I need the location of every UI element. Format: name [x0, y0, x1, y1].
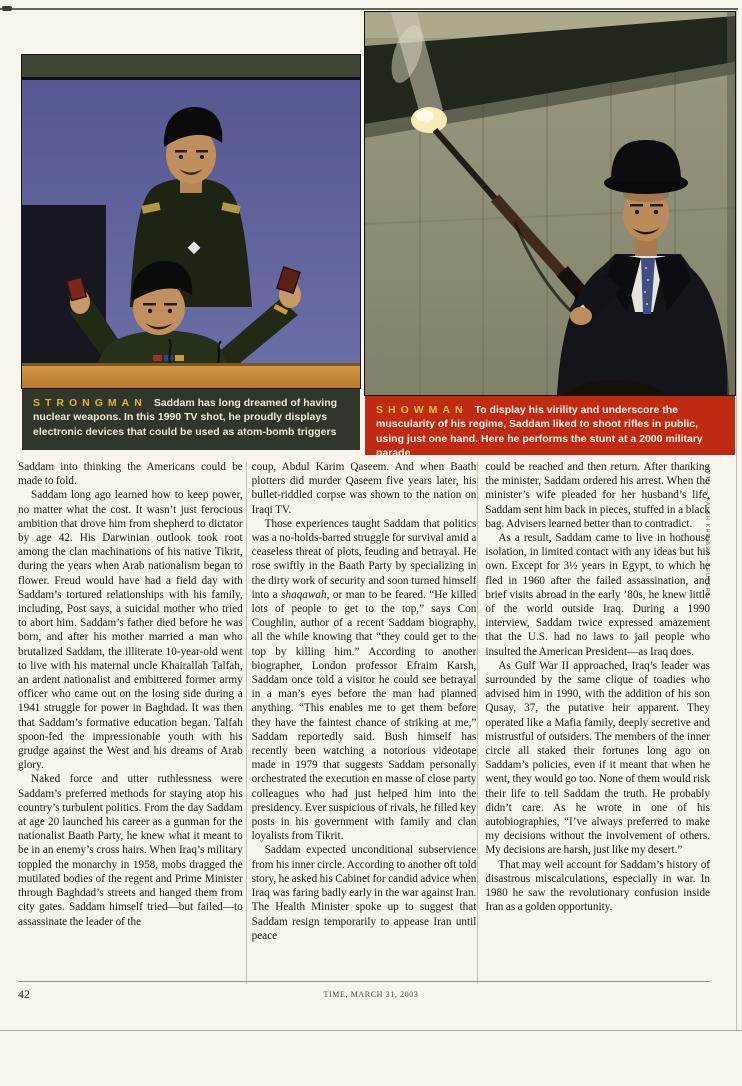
strongman-caption — [22, 388, 360, 450]
showman-caption — [365, 395, 735, 459]
column-rule — [477, 462, 478, 984]
podium-desk — [22, 363, 360, 388]
page-number: 42 — [18, 987, 30, 1001]
microphone-cable — [169, 339, 171, 363]
showman-caption-label: SHOWMAN — [376, 404, 468, 416]
article-paragraph: As a result, Saddam came to live in hothouse isolation, in limited contact with any ideas but his own. Except for 3½ years in Egypt, to which he fled in 1960 after the failed assassination, and brief visits abroad in the early ’80s, he knew little of the world outside Iraq. During a 1990 interview, Saddam twice expressed amazement that the U.S. had no laws to jail people who insulted the American President—as Iraq does. — [485, 532, 711, 658]
showman-caption-text: To display his virility and underscore the muscularity of his regime, Saddam liked to shoot rifles in public, using just one hand. Here he performs the stunt at a 2000 military parade — [376, 404, 703, 459]
article-paragraph: Saddam expected unconditional subservience from his inner circle. According to another oft told story, he asked his Cabinet for candid advice when Iraq was faring badly early in the war against Iran. The Health Minister spoke up to suggest that Saddam resign temporarily to appease Iran until peace — [251, 844, 477, 942]
strongman-photo — [22, 55, 360, 450]
article-body — [18, 460, 710, 987]
article-paragraph: Naked force and utter ruthlessness were Saddam’s preferred methods for staying atop his country’s turbulent politics. From the day Saddam at age 20 launched his career as a gunman for the nationalist Baath Party, he knew what it meant to be in an enemy’s cross hairs. When Iraq’s military toppled the monarchy in 1958, mobs dragged the mutilated bodies of the regent and Prime Minister through Baghdad’s streets and hanged them from city gates. Saddam himself tried—but failed—to assassinate the leader of the — [18, 773, 243, 928]
dark-panel — [22, 205, 106, 373]
page-bottom-edge — [0, 1030, 742, 1031]
strongman-photo-image — [22, 55, 360, 388]
page-right-edge — [736, 10, 737, 1030]
article-column-1 — [18, 460, 243, 987]
strongman-caption-label: STRONGMAN — [33, 397, 147, 409]
photo-credit: APTN — FALEH KHEIBER—REUTERS — [704, 466, 710, 598]
top-band — [22, 55, 360, 77]
page-top-edge — [0, 8, 738, 10]
showman-photo — [365, 12, 735, 459]
showman-photo-image — [365, 12, 735, 395]
issue-line: TIME, MARCH 31, 2003 — [323, 990, 419, 999]
article-column-2 — [252, 460, 477, 987]
strongman-caption-text: Saddam has long dreamed of having nuclear weapons. In this 1990 TV shot, he proudly displays electronic devices that could be used as atom-bomb triggers — [33, 397, 338, 438]
footer-rule — [18, 981, 710, 982]
article-column-3 — [485, 460, 710, 987]
article-paragraph: That may well account for Saddam’s history of disastrous miscalculations, especially in war. In 1980 he saw the revolutionary confusion inside Iran as a golden opportunity. — [485, 858, 711, 914]
article-paragraph: could be reached and then return. After thanking the minister, Saddam ordered his arrest. When the minister’s wife pleaded for her husband’s life, Saddam sent him back in pieces, stuffed in a black bag. Advisers learned better than to contradict. — [485, 461, 711, 530]
shooting-hand — [570, 307, 592, 325]
article-paragraph: As Gulf War II approached, Iraq’s leader was surrounded by the same clique of toadies who advised him in 1990, with the addition of his son Qusay, 37, the putative heir apparent. They operated like a Mafia family, deeply secretive and mistrustful of outsiders. The members of the inner circle all staked their fortunes long ago on Saddam’s policies, even if it meant that when he went, they would go too. None of them would risk their life to tell Saddam the truth. He probably didn’t care. As he wrote in one of his autobiographies, “I’ve always preferred to make my decisions without the involvement of others. My decisions are harsh, just like my desert.” — [485, 659, 711, 857]
article-paragraph: Those experiences taught Saddam that politics was a no-holds-barred struggle for survival amid a ceaseless threat of plots, feuding and betrayal. He rose swiftly in the Baath Party by specializing in the dirty work of security and soon turned himself into a shaqawah, or man to be feared. “He killed lots of people to get to the top,” says Con Coughlin, author of a recent Saddam biography, all the while knowing that “they could get to the top by killing him.” According to another biographer, London professor Efraim Karsh, Saddam once told a visitor he could see betrayal in a man’s eyes before the man had planned anything. “This enables me to get them before they have the faintest chance of striking at me,” Saddam reportedly said. Bush himself has recently been watching a notorious videotape made in 1979 that suggests Saddam personally orchestrated the execution en masse of close party colleagues who had just helped him into the presidency. Ever suspicious of rivals, he filled key posts in his government with family and clan loyalists from Tikrit. — [251, 517, 477, 843]
article-paragraph: Saddam long ago learned how to keep power, no matter what the cost. It wasn’t just ferocious ambition that drove him from shepherd to dictator by age 42. His Darwinian outlook took root among the clan machinations of his native Tikrit, during the years when Arab nationalism began to flower. Freud would have had a field day with Saddam’s tortured relationships with his family, including, Post says, a suicidal mother who tried to abort him. Saddam’s father died before he was born, and after his mother married a man who brutalized Saddam, the illiterate 10-year-old went to live with his maternal uncle Khairallah Talfah, an ardent nationalist and embittered former army officer who came out on the losing side during a 1941 struggle for power in Baghdad. It was then that Saddam’s formative education began. Talfah spoon-fed the impressionable youth with his grudge against the West and his dreams of Arab glory. — [18, 489, 243, 772]
article-paragraph: Saddam into thinking the Americans could be made to fold. — [18, 461, 243, 488]
medal-ribbons — [153, 355, 162, 361]
article-paragraph: coup, Abdul Karim Qaseem. And when Baath plotters did murder Qaseem five years later, his bullet-riddled corpse was shown to the nation on Iraqi TV. — [251, 461, 477, 516]
page-top-edge-mark — [2, 6, 12, 11]
column-rule — [246, 462, 247, 984]
